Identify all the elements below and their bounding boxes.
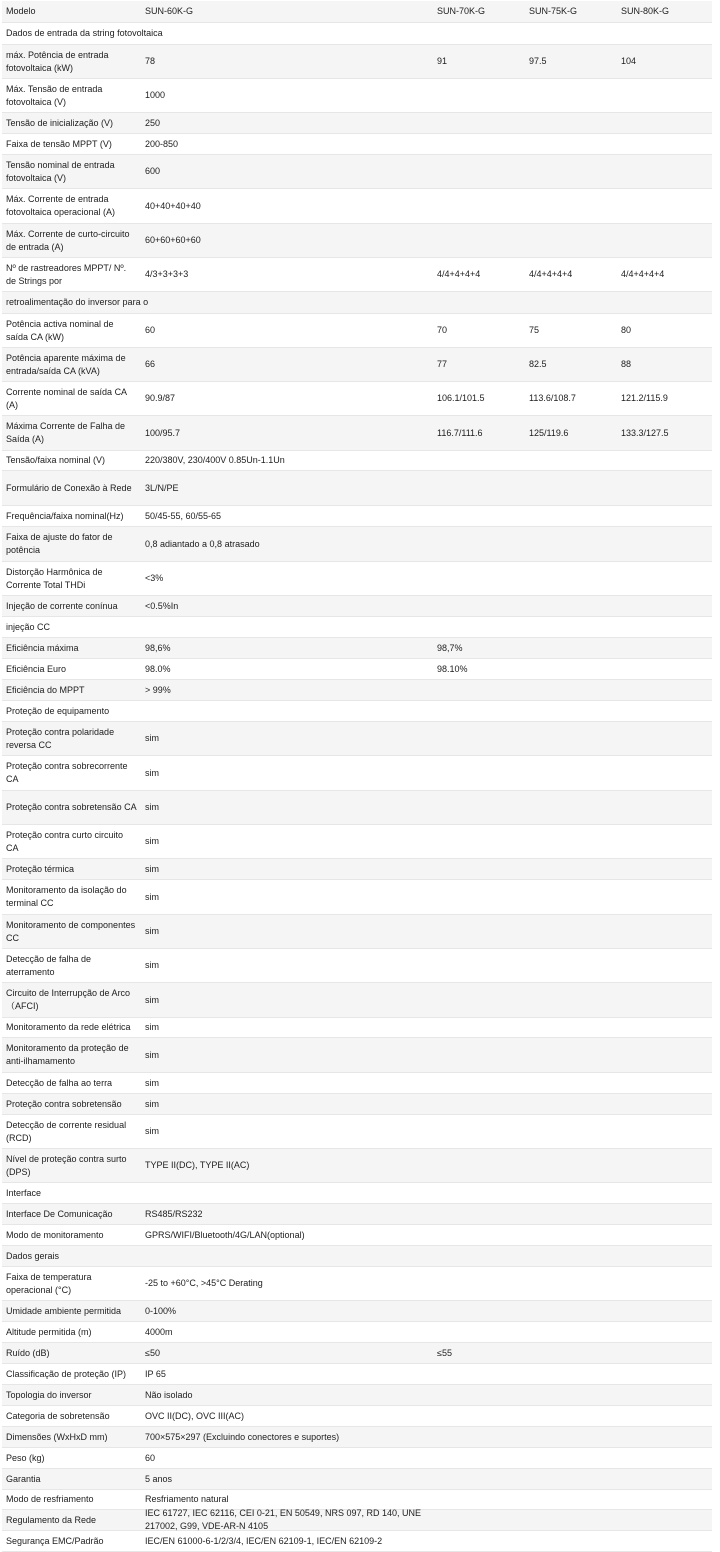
value-sun-60k: 700×575×297 (Excluindo conectores e suportes) (145, 1431, 340, 1442)
table-row (2, 113, 712, 134)
section-row (2, 1246, 712, 1267)
value-sun-60k: 66 (145, 359, 156, 369)
table-row (2, 1149, 712, 1183)
row-label: Monitoramento de componentes CC (6, 919, 136, 943)
table-row (2, 224, 712, 258)
table-row (2, 1469, 712, 1490)
row-label: Interface De Comunicação (6, 1208, 113, 1219)
value-sun-70k: 91 (437, 56, 448, 66)
section-row (2, 23, 712, 45)
table-row (2, 1267, 712, 1301)
value-sun-80k: 121.2/115.9 (621, 393, 668, 403)
table-row (2, 1073, 712, 1094)
table-header-row (2, 1, 712, 23)
value-sun-75k: 75 (529, 325, 540, 335)
row-label: Proteção contra sobretensão (6, 1098, 122, 1109)
row-label: Monitoramento da rede elétrica (6, 1022, 131, 1032)
section-row (2, 292, 712, 314)
value-sun-60k: sim (145, 836, 159, 846)
value-sun-60k: 1000 (145, 90, 166, 100)
row-label: Proteção contra polaridade reversa CC (6, 726, 115, 750)
value-sun-70k: 4/4+4+4+4 (437, 269, 481, 279)
table-row (2, 596, 712, 617)
value-sun-60k: sim (145, 960, 159, 970)
value-sun-70k: ≤55 (437, 1347, 452, 1358)
table-row (2, 1322, 712, 1343)
table-row (2, 1510, 712, 1531)
value-sun-70k: 70 (437, 325, 448, 335)
value-sun-60k: 40+40+40+40 (145, 200, 201, 211)
value-sun-60k: sim (145, 926, 159, 936)
row-label: Máx. Tensão de entrada fotovoltaica (V) (6, 83, 103, 107)
value-sun-75k: 97.5 (529, 56, 547, 66)
value-sun-80k: 133.3/127.5 (621, 427, 669, 438)
value-sun-60k: sim (145, 733, 159, 743)
value-sun-60k: RS485/RS232 (145, 1208, 203, 1219)
value-sun-60k: GPRS/WIFI/Bluetooth/4G/LAN(optional) (145, 1229, 305, 1240)
row-label: Eficiência Euro (6, 663, 67, 674)
value-sun-60k: sim (145, 1022, 159, 1032)
value-sun-60k: IP 65 (145, 1368, 166, 1379)
value-sun-60k: sim (145, 1098, 159, 1109)
row-label: Detecção de falha de aterramento (6, 953, 92, 977)
row-label: Injeção de corrente conínua (6, 600, 118, 611)
value-sun-60k: 220/380V, 230/400V 0.85Un-1.1Un (145, 455, 285, 465)
value-sun-60k: 4000m (145, 1326, 173, 1337)
table-row (2, 506, 712, 527)
value-sun-60k: 250 (145, 117, 161, 128)
row-label: Nível de proteção contra surto (DPS) (6, 1153, 127, 1177)
header-cell-sun-60k: SUN-60K-G (145, 6, 194, 16)
row-label: Potência aparente máxima de entrada/saída CA (kVA) (6, 352, 126, 376)
value-sun-70k: 98.10% (437, 663, 468, 674)
row-label: Garantia (6, 1473, 41, 1484)
value-sun-60k: sim (145, 863, 159, 874)
table-row (2, 1406, 712, 1427)
table-row (2, 825, 712, 859)
table-row (2, 155, 712, 189)
row-label: Máx. Corrente de entrada fotovoltaica operacional (A) (6, 194, 116, 217)
value-sun-60k: Resfriamento natural (145, 1494, 229, 1504)
row-label: Peso (kg) (6, 1452, 45, 1463)
header-cell-sun-75k: SUN-75K-G (529, 6, 578, 16)
row-label: Faixa de tensão MPPT (V) (6, 138, 112, 149)
value-sun-60k: 98,6% (145, 642, 171, 653)
row-label: Formulário de Conexão à Rede (6, 482, 132, 493)
value-sun-60k: <3% (145, 573, 164, 583)
table-row (2, 680, 712, 701)
row-label: Proteção contra sobrecorrente CA (6, 761, 128, 784)
table-row (2, 1038, 712, 1073)
row-label: Circuito de Interrupção de Arco （AFCI) (6, 988, 131, 1011)
table-row (2, 791, 712, 825)
value-sun-75k: 113.6/108.7 (529, 393, 576, 403)
table-row (2, 79, 712, 113)
row-label: Nº de rastreadores MPPT/ Nº. de Strings por (6, 262, 127, 286)
value-sun-60k: 50/45-55, 60/55-65 (145, 510, 222, 521)
value-sun-60k: <0.5%In (145, 600, 179, 611)
value-sun-60k: ≤50 (145, 1347, 160, 1358)
spec-table (2, 1, 712, 1552)
value-sun-60k: OVC II(DC), OVC III(AC) (145, 1410, 244, 1421)
row-label: Tensão de inicialização (V) (6, 117, 114, 128)
row-label: Modo de monitoramento (6, 1229, 104, 1240)
value-sun-60k: 4/3+3+3+3 (145, 269, 189, 279)
value-sun-60k: TYPE II(DC), TYPE II(AC) (145, 1160, 250, 1170)
row-label: Máxima Corrente de Falha de Saída (A) (6, 421, 126, 444)
table-row (2, 471, 712, 506)
row-label: Detecção de falha ao terra (6, 1077, 113, 1088)
section-title: Interface (6, 1187, 42, 1198)
section-title: Dados gerais (6, 1250, 60, 1261)
row-label: Umidade ambiente permitida (6, 1305, 122, 1316)
row-label: Eficiência máxima (6, 642, 79, 653)
header-cell-label: Modelo (6, 6, 36, 16)
row-label: Eficiência do MPPT (6, 684, 85, 695)
table-row (2, 659, 712, 680)
row-label: Dimensões (WxHxD mm) (6, 1431, 108, 1442)
table-row (2, 949, 712, 983)
table-row (2, 1448, 712, 1469)
value-sun-70k: 77 (437, 359, 448, 369)
table-row (2, 880, 712, 915)
value-sun-80k: 104 (621, 56, 637, 66)
row-label: Proteção contra sobretensão CA (6, 802, 137, 812)
row-label: Ruído (dB) (6, 1347, 50, 1358)
value-sun-60k: 0,8 adiantado a 0,8 atrasado (145, 538, 260, 549)
table-row (2, 756, 712, 791)
row-label: Frequência/faixa nominal(Hz) (6, 510, 124, 521)
table-row (2, 1385, 712, 1406)
value-sun-60k: 78 (145, 56, 156, 66)
table-row (2, 189, 712, 224)
table-body (2, 23, 712, 1552)
value-sun-80k: 88 (621, 359, 632, 369)
value-sun-60k: 3L/N/PE (145, 482, 179, 493)
value-sun-60k: 60 (145, 325, 156, 335)
row-label: Monitoramento da proteção de anti-ilhamamento (6, 1043, 129, 1066)
table-row (2, 722, 712, 756)
section-title: retroalimentação do inversor para o (6, 297, 149, 307)
value-sun-70k: 106.1/101.5 (437, 393, 485, 403)
section-row (2, 1183, 712, 1204)
value-sun-80k: 80 (621, 325, 632, 335)
table-row (2, 45, 712, 79)
row-label: Tensão nominal de entrada fotovoltaica (V) (6, 159, 115, 183)
table-row (2, 134, 712, 155)
row-label: Potência activa nominal de saída CA (kW) (6, 318, 114, 342)
value-sun-60k: sim (145, 802, 159, 812)
value-sun-60k: -25 to +60°C, >45°C Derating (145, 1278, 263, 1288)
value-sun-75k: 125/119.6 (529, 427, 569, 438)
table-row (2, 451, 712, 471)
row-label: Classificação de proteção (IP) (6, 1368, 127, 1379)
header-cell-sun-80k: SUN-80K-G (621, 6, 670, 16)
value-sun-60k: Não isolado (145, 1389, 193, 1400)
table-row (2, 1427, 712, 1448)
table-row (2, 983, 712, 1018)
section-title: Dados de entrada da string fotovoltaica (6, 28, 163, 38)
value-sun-60k: 200-850 (145, 138, 179, 149)
table-row (2, 638, 712, 659)
table-row (2, 1204, 712, 1225)
row-label: Detecção de corrente residual (RCD) (6, 1119, 127, 1143)
table-row (2, 1301, 712, 1322)
section-row (2, 617, 712, 638)
section-title: Proteção de equipamento (6, 705, 110, 716)
value-sun-60k: sim (145, 891, 159, 902)
value-sun-75k: 4/4+4+4+4 (529, 269, 573, 279)
row-label: Faixa de ajuste do fator de potência (6, 532, 113, 555)
value-sun-60k: sim (145, 1126, 159, 1136)
row-label: Altitude permitida (m) (6, 1326, 92, 1337)
table-row (2, 562, 712, 596)
value-sun-60k: 600 (145, 166, 161, 176)
table-row (2, 1094, 712, 1115)
row-label: Regulamento da Rede (6, 1514, 97, 1525)
table-row (2, 348, 712, 382)
value-sun-60k: 60 (145, 1452, 156, 1463)
row-label: Máx. Corrente de curto-circuito de entrada (A) (6, 228, 130, 252)
value-sun-60k: sim (145, 994, 159, 1005)
row-label: Corrente nominal de saída CA (A) (6, 386, 127, 410)
value-sun-70k: 98,7% (437, 642, 463, 653)
value-sun-60k: IEC 61727, IEC 62116, CEI 0-21, EN 50549, NRS 097, RD 140, UNE 217002, G99, VDE-AR-N 4105 (145, 1508, 421, 1531)
table-row (2, 1531, 712, 1552)
row-label: Topologia do inversor (6, 1389, 92, 1400)
table-row (2, 915, 712, 949)
value-sun-60k: 5 anos (145, 1473, 173, 1484)
value-sun-75k: 82.5 (529, 359, 547, 369)
value-sun-60k: 90.9/87 (145, 393, 176, 403)
table-row (2, 416, 712, 451)
section-row (2, 701, 712, 722)
value-sun-70k: 116.7/111.6 (437, 427, 483, 438)
table-row (2, 1364, 712, 1385)
table-row (2, 1018, 712, 1038)
table-row (2, 1343, 712, 1364)
table-row (2, 314, 712, 348)
section-title: injeção CC (6, 621, 51, 632)
header-cell-sun-70k: SUN-70K-G (437, 6, 486, 16)
table-row (2, 1225, 712, 1246)
value-sun-60k: IEC/EN 61000-6-1/2/3/4, IEC/EN 62109-1, IEC/EN 62109-2 (145, 1535, 383, 1546)
row-label: Categoria de sobretensão (6, 1410, 110, 1421)
value-sun-60k: 98.0% (145, 663, 171, 674)
row-label: Segurança EMC/Padrão (6, 1535, 104, 1546)
value-sun-60k: 60+60+60+60 (145, 235, 201, 245)
table-row (2, 859, 712, 880)
value-sun-60k: > 99% (145, 684, 171, 695)
value-sun-60k: sim (145, 1049, 159, 1060)
row-label: Tensão/faixa nominal (V) (6, 455, 106, 465)
row-label: Faixa de temperatura operacional (°C) (6, 1271, 92, 1295)
value-sun-80k: 4/4+4+4+4 (621, 269, 665, 279)
table-row (2, 258, 712, 292)
value-sun-60k: 0-100% (145, 1305, 177, 1316)
row-label: Modo de resfriamento (6, 1494, 94, 1504)
value-sun-60k: sim (145, 1077, 159, 1088)
table-row (2, 382, 712, 416)
value-sun-60k: 100/95.7 (145, 427, 181, 438)
table-row (2, 1115, 712, 1149)
value-sun-60k: sim (145, 767, 159, 778)
row-label: Proteção contra curto circuito CA (6, 829, 124, 853)
row-label: Distorção Harmônica de Corrente Total THDi (6, 566, 103, 590)
row-label: Monitoramento da isolação do terminal CC (6, 885, 127, 908)
table-row (2, 527, 712, 562)
row-label: Proteção térmica (6, 863, 75, 874)
row-label: máx. Potência de entrada fotovoltaica (kW) (6, 49, 109, 73)
